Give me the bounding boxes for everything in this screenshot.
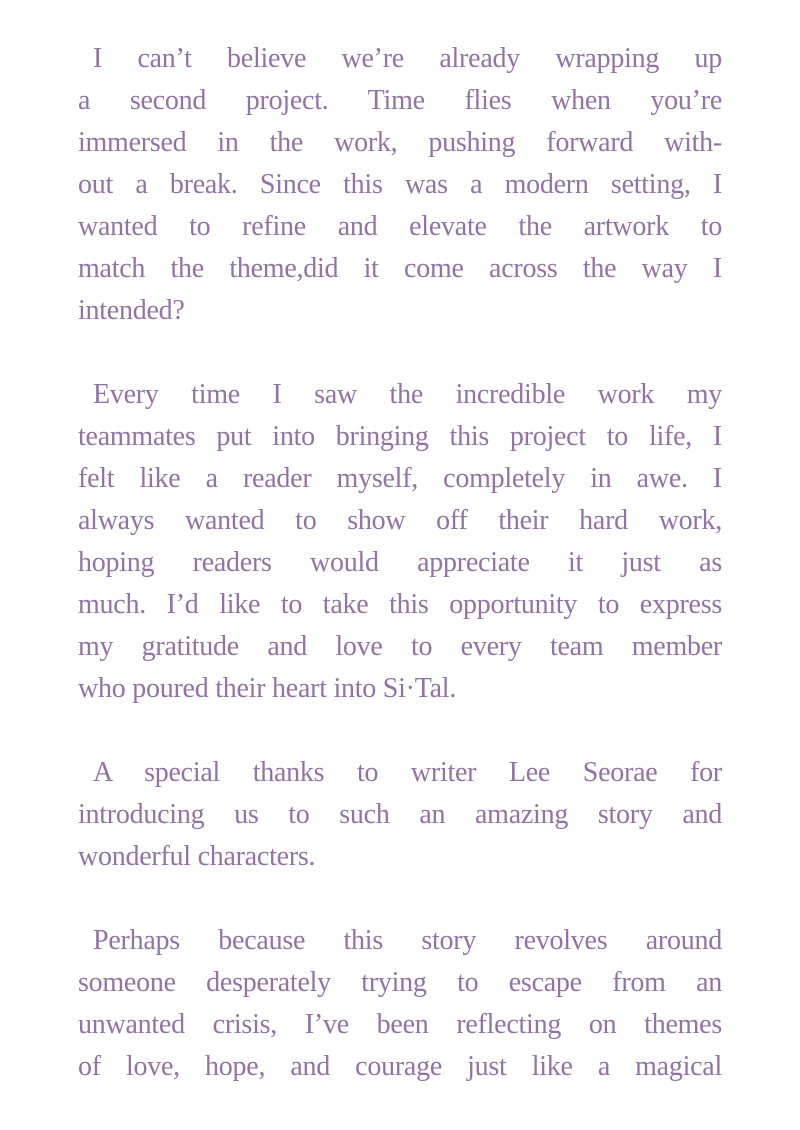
paragraph-line: introducing us to such an amazing story and	[78, 799, 722, 830]
paragraph-line: match the theme,did it come across the way I	[78, 253, 722, 284]
paragraph-line: Perhaps because this story revolves around	[93, 925, 722, 956]
paragraph-line: of love, hope, and courage just like a magical	[78, 1051, 722, 1082]
paragraph-line: much. I’d like to take this opportunity to express	[78, 589, 722, 620]
paragraph-line: out a break. Since this was a modern setting, I	[78, 169, 722, 200]
paragraph-line: someone desperately trying to escape from an	[78, 967, 722, 998]
paragraph	[78, 920, 722, 1088]
paragraph-line: hoping readers would appreciate it just as	[78, 547, 722, 578]
paragraph-line: teammates put into bringing this project to life, I	[78, 421, 722, 452]
paragraph-line: intended?	[78, 295, 185, 326]
paragraph-line: A special thanks to writer Lee Seorae for	[93, 757, 722, 788]
paragraph-line: my gratitude and love to every team member	[78, 631, 722, 662]
paragraph	[78, 752, 722, 878]
afterword-text	[78, 0, 722, 1130]
paragraph-line: wonderful characters.	[78, 841, 316, 872]
paragraph-line: always wanted to show off their hard work,	[78, 505, 722, 536]
paragraph-line: a second project. Time flies when you’re	[78, 85, 722, 116]
paragraph	[78, 38, 722, 332]
paragraph-line: immersed in the work, pushing forward with-	[78, 127, 722, 158]
paragraph-line: wanted to refine and elevate the artwork to	[78, 211, 722, 242]
paragraph-line: Every time I saw the incredible work my	[93, 379, 722, 410]
paragraph-line: who poured their heart into Si·Tal.	[78, 673, 457, 704]
paragraph-line: I can’t believe we’re already wrapping up	[93, 43, 722, 74]
paragraph-line: felt like a reader myself, completely in awe. I	[78, 463, 722, 494]
paragraph-line: unwanted crisis, I’ve been reflecting on themes	[78, 1009, 722, 1040]
paragraph	[78, 374, 722, 710]
